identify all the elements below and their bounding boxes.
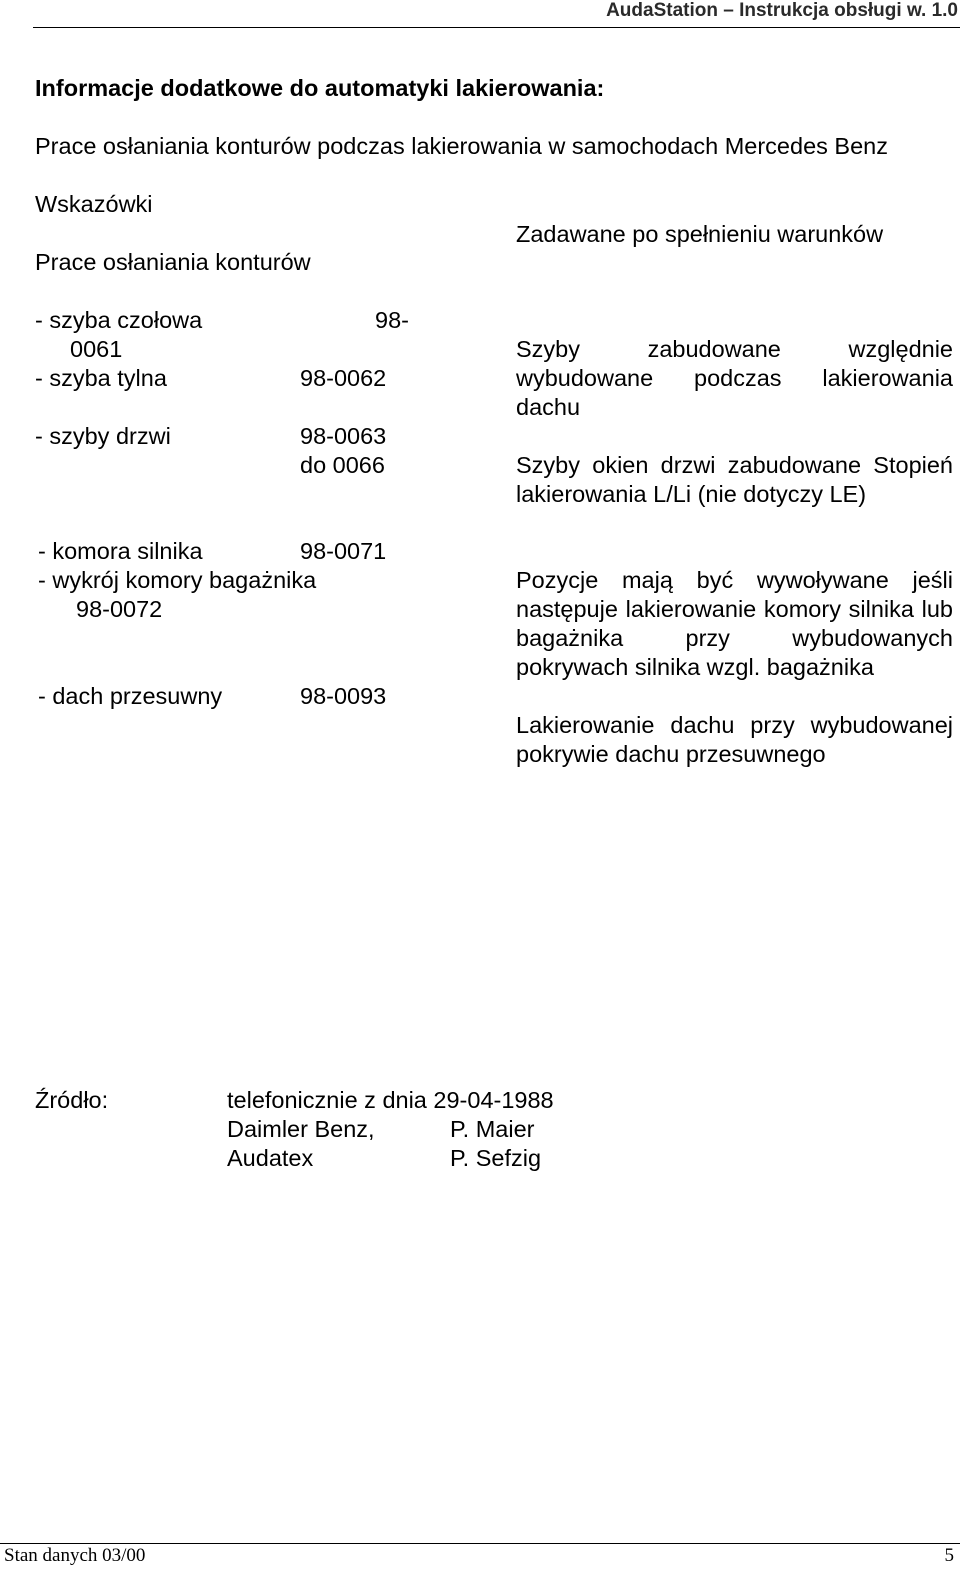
footer-rule xyxy=(0,1543,960,1544)
label-hints: Wskazówki xyxy=(35,191,153,217)
page-number: 5 xyxy=(944,1545,954,1566)
item-code: 98-0063 xyxy=(300,423,387,449)
item-code: 98-0093 xyxy=(300,683,387,709)
label-work: Prace osłaniania konturów xyxy=(35,249,311,275)
note-paragraph: Szyby zabudowane względnie wybudowane podczas lakierowania dachu xyxy=(516,336,953,420)
source-org: Audatex xyxy=(227,1145,314,1171)
item-code: 98- xyxy=(375,307,409,333)
item-name: - szyba czołowa xyxy=(35,307,203,333)
note-paragraph: Lakierowanie dachu przy wybudowanej pokrywie dachu przesuwnego xyxy=(516,712,953,767)
section-subtitle: Prace osłaniania konturów podczas lakierowania w samochodach Mercedes Benz xyxy=(35,133,888,159)
source-label: Źródło: xyxy=(35,1087,109,1113)
note-paragraph: Szyby okien drzwi zabudowane Stopień lakierowania L/Li (nie dotyczy LE) xyxy=(516,452,953,507)
item-code-continued: 98-0072 xyxy=(76,596,163,622)
source-line: telefonicznie z dnia 29-04-1988 xyxy=(227,1087,554,1113)
item-code-continued: 0061 xyxy=(70,336,123,362)
note-paragraph: Pozycje mają być wywoływane jeśli następuje lakierowanie komory silnika lub bagażnika przy wybudowanych pokrywach silnika wzgl. bagażnika xyxy=(516,567,953,680)
source-person: P. Sefzig xyxy=(450,1145,542,1171)
item-name: - szyba tylna xyxy=(35,365,167,391)
item-code: 98-0062 xyxy=(300,365,387,391)
item-name: - szyby drzwi xyxy=(35,423,171,449)
conditions-heading: Zadawane po spełnieniu warunków xyxy=(516,221,884,247)
header-rule xyxy=(33,27,960,28)
item-name: - komora silnika xyxy=(38,538,203,564)
source-person: P. Maier xyxy=(450,1116,535,1142)
document-header-title: AudaStation – Instrukcja obsługi w. 1.0 xyxy=(606,0,958,21)
item-code: 98-0071 xyxy=(300,538,387,564)
source-org: Daimler Benz, xyxy=(227,1116,375,1142)
item-name: - wykrój komory bagażnika xyxy=(38,567,317,593)
item-code-continued: do 0066 xyxy=(300,452,385,478)
footer-data-state: Stan danych 03/00 xyxy=(4,1545,146,1566)
item-name: - dach przesuwny xyxy=(38,683,223,709)
section-heading: Informacje dodatkowe do automatyki lakierowania: xyxy=(35,75,605,101)
